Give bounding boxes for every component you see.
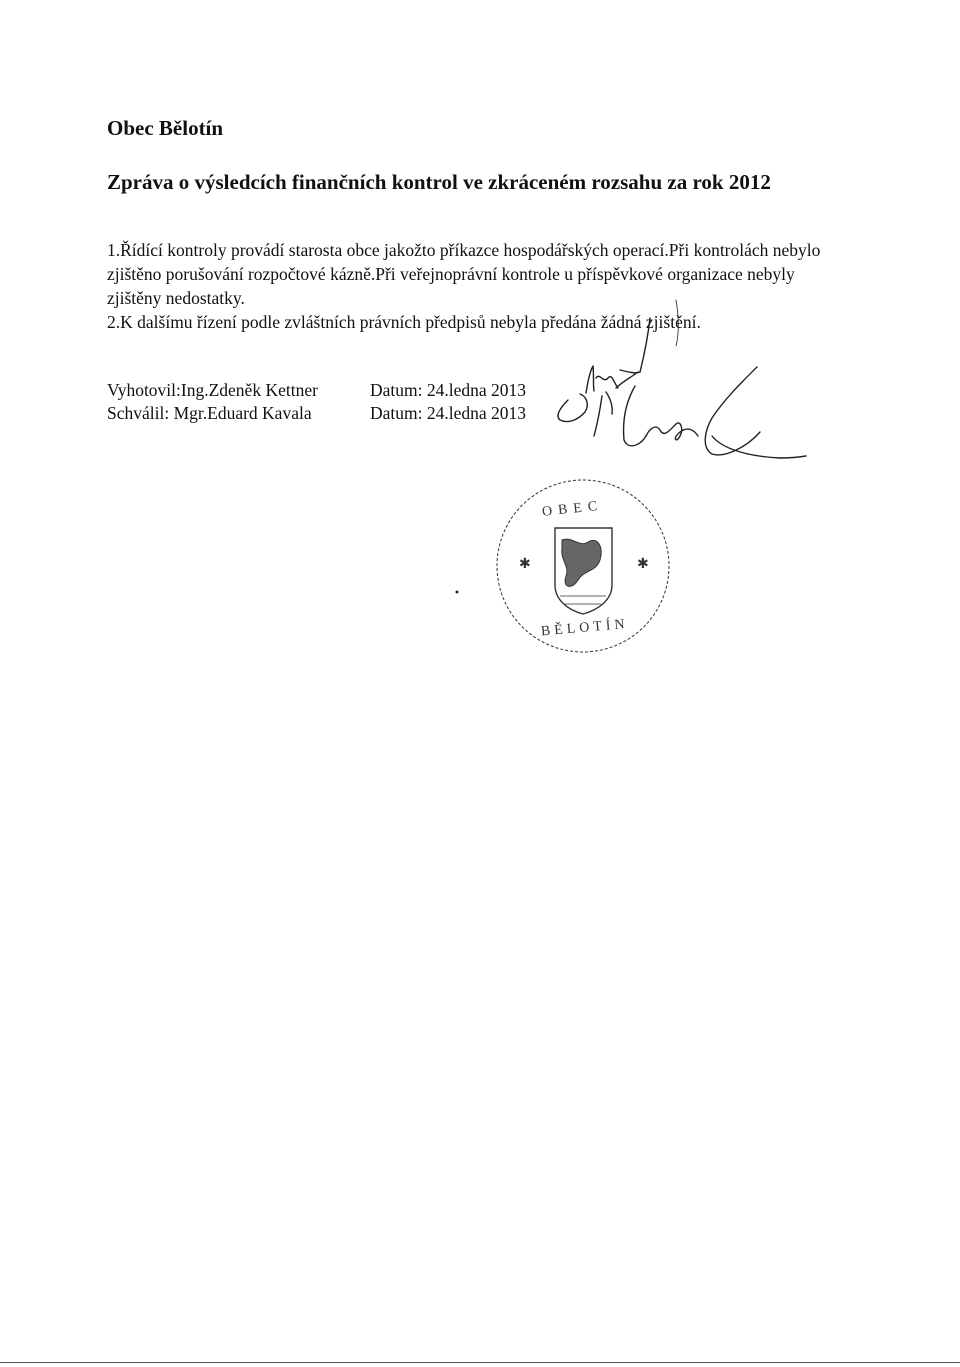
- paragraph-1: 1.Řídící kontroly provádí starosta obce jakožto příkazce hospodářských operací.Při kontrolách nebylo zjištěno porušování rozpočtové kázně.Při veřejnoprávní kontrole u příspěvkové organizace nebyly zjištěny nedostatky.: [107, 240, 821, 308]
- stamp-text-top: OBEC: [541, 498, 604, 520]
- organization-name: Obec Bělotín: [107, 116, 224, 140]
- page-bottom-edge: [0, 1362, 960, 1363]
- prepared-by: Vyhotovil:Ing.Zdeněk Kettner: [107, 380, 318, 400]
- star-left-icon: ✱: [519, 557, 531, 572]
- paragraph-2: 2.K dalšímu řízení podle zvláštních právních předpisů nebyla předána žádná zjištění.: [107, 312, 701, 332]
- stamp-text-bottom: BĚLOTÍN: [540, 616, 630, 640]
- report-title: Zpráva o výsledcích finančních kontrol ve zkráceném rozsahu za rok 2012: [107, 170, 771, 194]
- approved-by: Schválil: Mgr.Eduard Kavala: [107, 403, 312, 423]
- approved-date: Datum: 24.ledna 2013: [370, 403, 527, 423]
- prepared-date: Datum: 24.ledna 2013: [370, 380, 527, 400]
- star-right-icon: ✱: [637, 557, 649, 572]
